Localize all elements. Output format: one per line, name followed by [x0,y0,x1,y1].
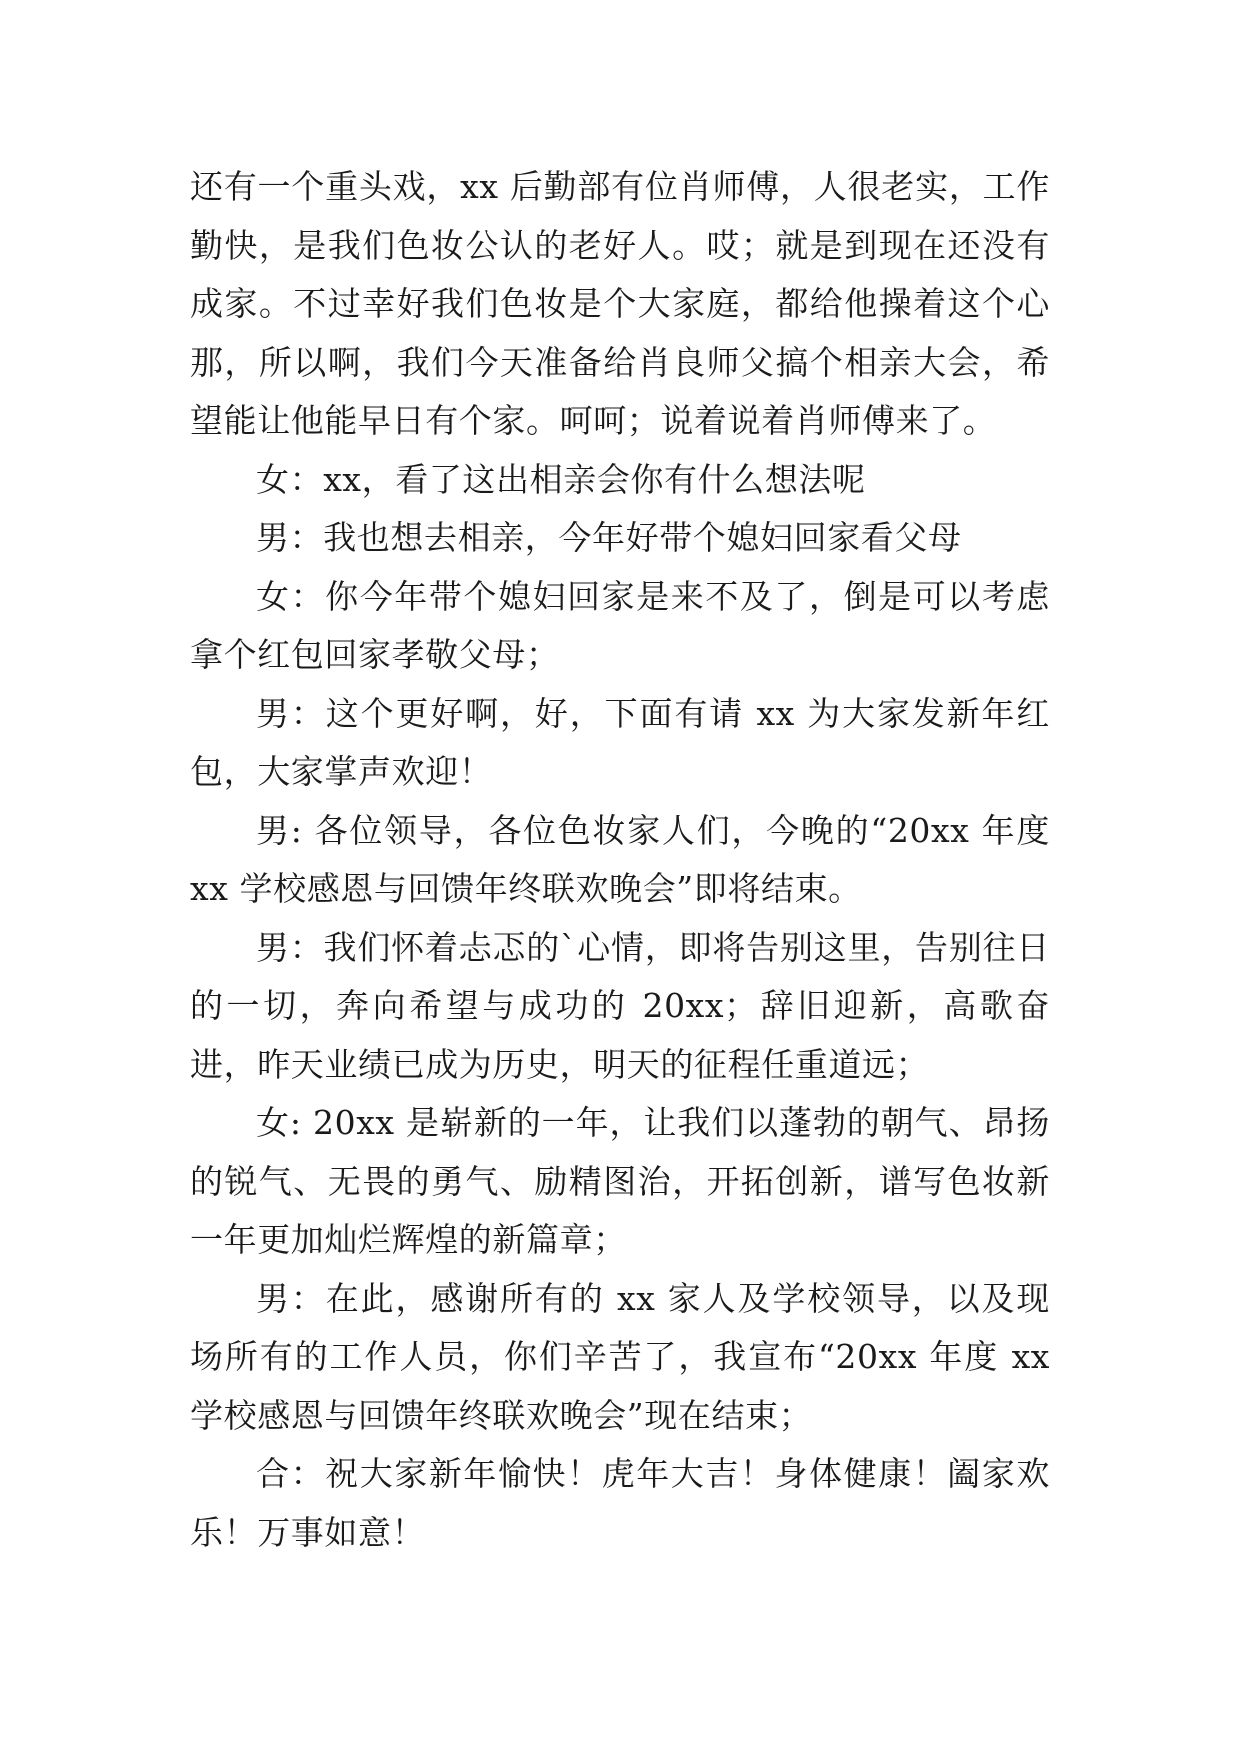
paragraph: 女: 20xx 是崭新的一年，让我们以蓬勃的朝气、昂扬的锐气、无畏的勇气、励精图治，开拓创新，谱写色妆新一年更加灿烂辉煌的新篇章； [190,1103,1050,1259]
paragraph: 还有一个重头戏，xx 后勤部有位肖师傅，人很老实，工作勤快，是我们色妆公认的老好人。哎；就是到现在还没有成家。不过幸好我们色妆是个大家庭，都给他操着这个心那，所以啊，我们今天准备给肖良师父搞个相亲大会，希望能让他能早日有个家。呵呵；说着说着肖师傅来了。 [190,167,1050,440]
paragraph: 男: 各位领导，各位色妆家人们，今晚的“20xx 年度 xx 学校感恩与回馈年终联欢晚会”即将结束。 [190,810,1050,908]
paragraph: 男：在此，感谢所有的 xx 家人及学校领导，以及现场所有的工作人员，你们辛苦了，我宣布“20xx 年度 xx 学校感恩与回馈年终联欢晚会”现在结束； [190,1278,1050,1435]
paragraph: 男：我也想去相亲，今年好带个媳妇回家看父母 [256,518,962,557]
document-body [190,158,1050,1562]
paragraph: 男：这个更好啊，好，下面有请 xx 为大家发新年红包，大家掌声欢迎！ [190,693,1050,791]
paragraph: 女：你今年带个媳妇回家是来不及了，倒是可以考虑拿个红包回家孝敬父母； [190,576,1050,674]
paragraph: 女：xx，看了这出相亲会你有什么想法呢 [256,459,866,499]
paragraph: 合：祝大家新年愉快！虎年大吉！身体健康！阖家欢乐！万事如意！ [190,1454,1050,1552]
paragraph: 男：我们怀着忐忑的`心情，即将告别这里，告别往日的一切，奔向希望与成功的 20xx；辞旧迎新，高歌奋进，昨天业绩已成为历史，明天的征程任重道远； [190,927,1050,1084]
